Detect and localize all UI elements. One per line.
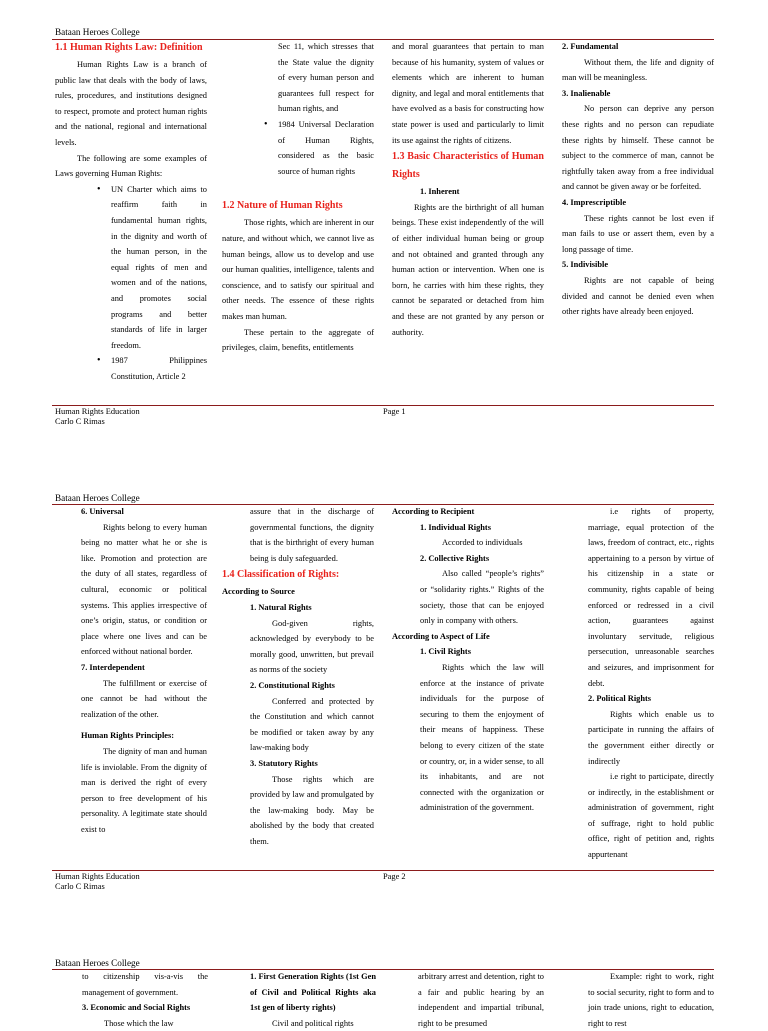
subheading: 4. Imprescriptible xyxy=(562,197,627,207)
bullet-item: • 1984 Universal Declaration of Human Rights, considered as the basic source of human rights xyxy=(278,117,374,179)
subheading: 1. Civil Rights xyxy=(420,647,471,657)
page-number: Page 1 xyxy=(383,407,406,416)
subheading: 1. Individual Rights xyxy=(420,522,491,532)
paragraph: i.e right to participate, directly or indirectly, in the establishment or administration of government, right of suffrage, right to hold public office, right of petition and, rights appurtenant xyxy=(588,772,714,860)
bullet-continuation: Sec 11, which stresses that the State value the dignity of every human person and guarantees full respect for human rights, and xyxy=(278,42,374,114)
footer-rule xyxy=(52,870,714,871)
paragraph: God-given rights, acknowledged by everybody to be morally good, unwritten, but prevail as norms of the society xyxy=(250,618,374,675)
subheading: 7. Interdependent xyxy=(81,662,145,672)
paragraph: and moral guarantees that pertain to man because of his humanity, system of values or elements which are inherent to human dignity, and legal and moral entitlements that have evolved as a basis for constructing how state power is used and particularly to limit its use against the rights of citizens. xyxy=(392,42,544,145)
paragraph: These pertain to the aggregate of privileges, claim, benefits, entitlements xyxy=(222,327,374,353)
paragraph: No person can deprive any person these rights and no person can repudiate these rights by himself. These cannot be subject to the commerce of man, cannot be rightfully taken away from a free individual and cannot be given away or be forfeited. xyxy=(562,104,714,192)
footer-author: Carlo C Rimas xyxy=(55,881,105,891)
paragraph: The fulfillment or exercise of one cannot be had without the realization of the other. xyxy=(81,678,207,719)
column-1 xyxy=(55,504,207,837)
column-3 xyxy=(418,969,544,1031)
page-number: Page 2 xyxy=(383,872,406,881)
paragraph: Rights which enable us to participate in running the affairs of the government either directly or indirectly xyxy=(588,709,714,766)
paragraph: i.e rights of property, marriage, equal protection of the laws, freedom of contract, etc., rights appertaining to a person by virtue of his citizenship in a state or community, rights capable of being enforced or redressed in a civil action, guarantees against involuntary servitude, religious persecution, unreasonable searches and seizures, and imprisonment for debt. xyxy=(588,507,714,688)
section-heading: 1.3 Basic Characteristics of Human Rights xyxy=(392,151,544,181)
paragraph: Accorded to individuals xyxy=(442,538,523,548)
section-heading: 1.4 Classification of Rights: xyxy=(222,569,340,581)
column-4 xyxy=(588,969,714,1031)
column-2 xyxy=(222,504,374,849)
paragraph: Rights belong to every human being no matter what he or she is like. Promotion and protection are the duty of all states, regardless of cultural, economic or political systems. This applies irrespective of one’s origin, status, or condition or place where one lives and can be enforced without national border. xyxy=(81,522,207,657)
paragraph: Those which the law xyxy=(104,1018,174,1028)
subheading: According to Source xyxy=(222,587,295,597)
paragraph: The following are some examples of Laws governing Human Rights: xyxy=(55,153,207,179)
subheading: 3. Inalienable xyxy=(562,88,611,98)
column-1 xyxy=(55,39,207,384)
column-4 xyxy=(562,39,714,320)
column-4 xyxy=(588,504,714,863)
column-3 xyxy=(392,39,544,340)
subheading: 1. Inherent xyxy=(420,187,460,197)
bullet-item: • 1987 Philippines Constitution, Article 2 xyxy=(111,353,207,384)
subheading: According to Aspect of Life xyxy=(392,631,490,641)
paragraph: Without them, the life and dignity of man will be meaningless. xyxy=(562,57,714,83)
footer-left xyxy=(55,872,140,891)
footer-rule xyxy=(52,405,714,406)
subheading: 2. Constitutional Rights xyxy=(250,680,335,690)
column-2 xyxy=(222,39,374,356)
column-1 xyxy=(82,969,208,1031)
bullet-item: • UN Charter which aims to reaffirm faith in fundamental human rights, in the dignity and worth of the human person, in the equal rights of men and women and of the nations, and promotes social programs and better standards of life in larger freedom. xyxy=(111,182,207,354)
subheading: 2. Political Rights xyxy=(588,694,652,704)
paragraph: to citizenship vis-a-vis the management of government. xyxy=(82,972,208,997)
section-heading: 1.1 Human Rights Law: Definition xyxy=(55,42,203,53)
school-header: Bataan Heroes College xyxy=(55,958,140,968)
footer-course: Human Rights Education xyxy=(55,872,140,881)
paragraph: Those rights which are provided by law and promulgated by the law-making body. May be abolished by the body that created them. xyxy=(250,774,374,846)
paragraph: Human Rights Law is a branch of public law that deals with the body of laws, rules, procedures, and institutions designed to respect, promote and protect human rights and the national, regional and international levels. xyxy=(55,60,207,147)
paragraph: Those rights, which are inherent in our nature, and without which, we cannot live as human beings, allow us to develop and use our human qualities, intelligence, talents and conscience, and to satisfy our spiritual and other needs. The essence of these rights makes man human. xyxy=(222,218,375,321)
paragraph: These rights cannot be lost even if man fails to use or assert them, even by a long passage of time. xyxy=(562,213,714,254)
paragraph: Rights are not capable of being divided and cannot be denied even when other rights have already been enjoyed. xyxy=(562,275,714,317)
footer-course: Human Rights Education xyxy=(55,407,140,416)
footer-left xyxy=(55,407,140,426)
paragraph: assure that in the discharge of governmental functions, the dignity that is the birthright of every human being is duly safeguarded. xyxy=(250,507,374,563)
paragraph: Rights are the birthright of all human beings. These exist independently of the will of either individual human being or group and not obtained and granted through any human action or intervention. When one is born, he carries with him these rights, they cannot be separated or detached from him and these are not granted by any person or authority. xyxy=(392,202,544,337)
school-header: Bataan Heroes College xyxy=(55,493,140,503)
subheading: According to Recipient xyxy=(392,507,475,516)
footer-author: Carlo C Rimas xyxy=(55,416,105,426)
subheading: 6. Universal xyxy=(81,507,124,516)
paragraph: Civil and political rights xyxy=(272,1018,354,1028)
paragraph: Conferred and protected by the Constitution and which cannot be modified or taken away by any law-making body xyxy=(250,696,374,753)
school-header: Bataan Heroes College xyxy=(55,27,140,37)
paragraph: arbitrary arrest and detention, right to a fair and public hearing by an independent and impartial tribunal, right to be presumed xyxy=(418,972,544,1028)
subheading: 1. Natural Rights xyxy=(250,602,312,612)
subheading: 2. Fundamental xyxy=(562,42,619,51)
paragraph: The dignity of man and human life is inviolable. From the dignity of man is derived the right of every person to free development of his personality. A legitimate state should exist to xyxy=(81,746,207,834)
subheading: 2. Collective Rights xyxy=(420,553,490,563)
bullet-list xyxy=(55,182,207,385)
paragraph: Rights which the law will enforce at the instance of private individuals for the purpose of securing to them the enjoyment of their means of happiness. These belong to every citizen of the state or country, or, in a wider sense, to all its inhabitants, and are not connected with the organization or administration of the government. xyxy=(420,662,545,813)
subheading: Human Rights Principles: xyxy=(81,731,175,741)
paragraph: Example: right to work, right to social security, right to form and to join trade unions, right to education, right to rest xyxy=(588,972,714,1028)
subheading: 3. Economic and Social Rights xyxy=(82,1003,191,1013)
subheading: 3. Statutory Rights xyxy=(250,758,318,768)
bullet-list xyxy=(222,39,374,179)
paragraph: Also called “people’s rights” or “solidarity rights.” Rights of the society, those that can be enjoyed only in company with others. xyxy=(420,569,544,626)
section-heading: 1.2 Nature of Human Rights xyxy=(222,200,343,212)
column-3 xyxy=(392,504,544,816)
subheading: 1. First Generation Rights (1st Gen of Civil and Political Rights aka 1st gen of liberty rights) xyxy=(250,972,376,1013)
column-2 xyxy=(250,969,376,1031)
subheading: 5. Indivisible xyxy=(562,260,609,270)
